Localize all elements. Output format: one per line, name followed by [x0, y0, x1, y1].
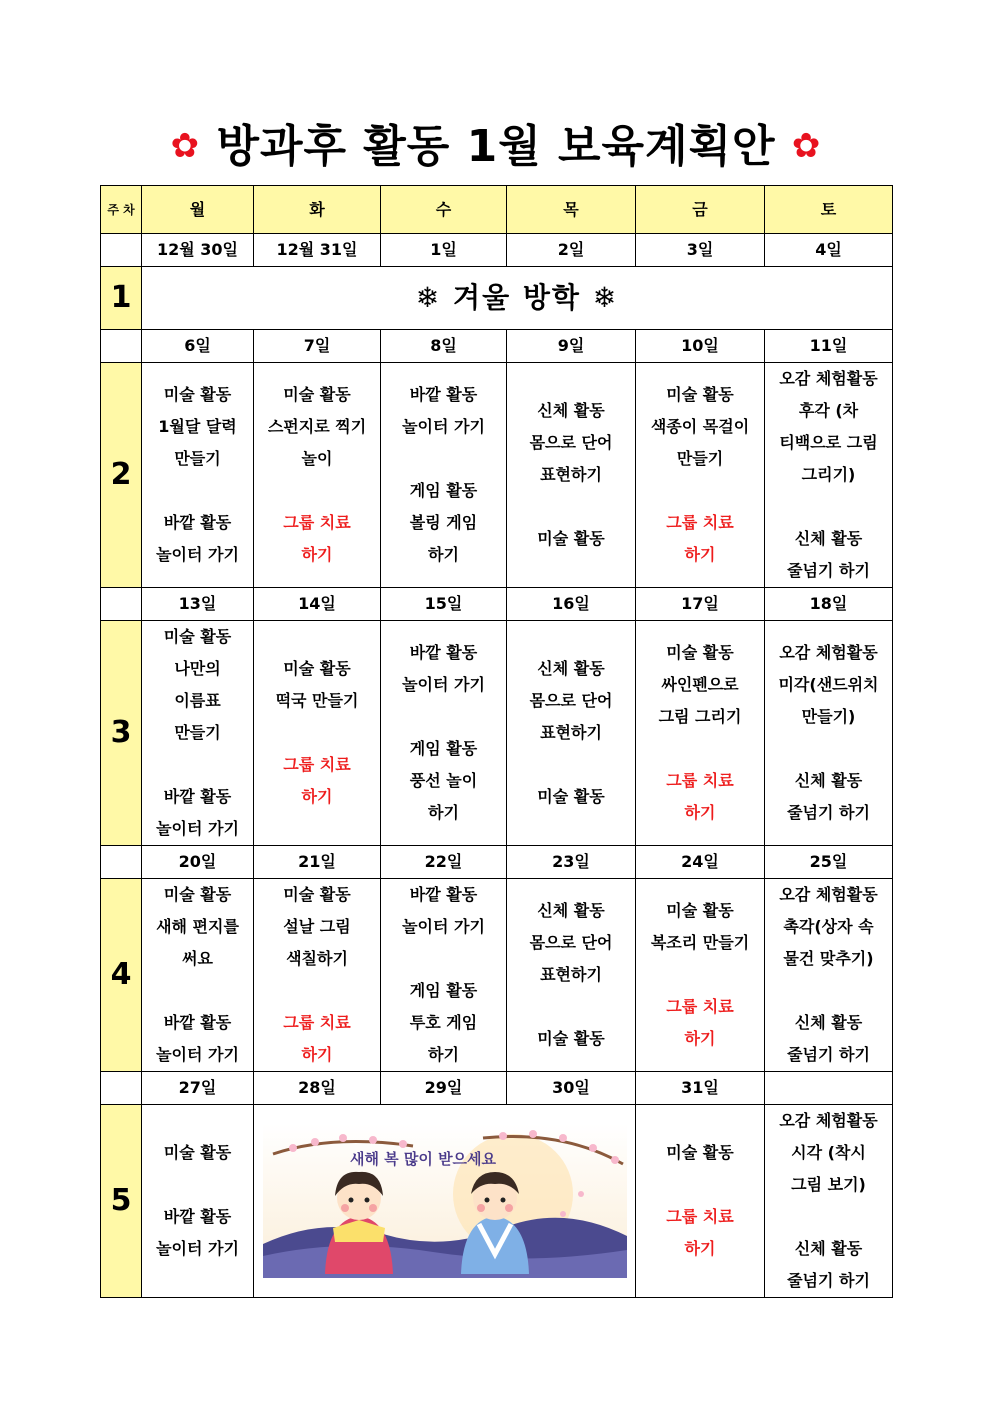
- activity-cell: [507, 363, 636, 588]
- activity-line: 만들기: [174, 723, 221, 742]
- line-spacer: [765, 1201, 892, 1233]
- activity-cell: [765, 1105, 893, 1298]
- activity-cell: [507, 621, 636, 846]
- activity-cell: [381, 879, 507, 1072]
- date-cell: 10일: [636, 330, 765, 363]
- activity-line: 만들기): [801, 707, 856, 726]
- line-spacer: [142, 975, 253, 1007]
- date-cell: 9일: [507, 330, 636, 363]
- activity-line: 몸으로 단어: [529, 433, 613, 452]
- activity-cell: [636, 363, 765, 588]
- activity-line: 미술 활동: [283, 385, 351, 404]
- week-number: 1: [101, 267, 142, 330]
- schedule-table: [100, 185, 893, 1298]
- activity-line: 볼링 게임: [409, 513, 478, 532]
- activity-line: 신체 활동: [537, 901, 605, 920]
- activity-cell: [254, 363, 381, 588]
- activity-line: 미술 활동: [537, 1029, 605, 1048]
- line-spacer: [254, 717, 380, 749]
- date-row-spacer: [101, 846, 142, 879]
- date-row: [101, 234, 893, 267]
- date-cell: 25일: [765, 846, 893, 879]
- date-row-spacer: [101, 234, 142, 267]
- line-spacer: [381, 943, 506, 975]
- flower-icon: ✿: [170, 126, 201, 166]
- activity-line: 오감 체험활동: [779, 369, 878, 388]
- activity-line: 미술 활동: [537, 529, 605, 548]
- line-spacer: [636, 1169, 764, 1201]
- activity-line: 신체 활동: [537, 401, 605, 420]
- activity-line: 게임 활동: [409, 481, 478, 500]
- activity-line: 색종이 목걸이: [650, 417, 750, 436]
- date-cell: 23일: [507, 846, 636, 879]
- date-cell: 8일: [381, 330, 507, 363]
- week-row: [101, 267, 893, 330]
- activity-line: 바깥 활동: [163, 1207, 232, 1226]
- header-row: [101, 186, 893, 234]
- activity-line: 하기: [684, 803, 716, 822]
- activity-line: 미술 활동: [163, 885, 232, 904]
- line-spacer: [507, 491, 635, 523]
- activity-line: 하기: [684, 1239, 716, 1258]
- activity-line: 바깥 활동: [409, 385, 478, 404]
- date-cell: 2일: [507, 234, 636, 267]
- activity-line: 줄넘기 하기: [787, 1045, 870, 1064]
- line-spacer: [507, 749, 635, 781]
- week-row: [101, 363, 893, 588]
- activity-line: 게임 활동: [409, 739, 478, 758]
- activity-line: 몸으로 단어: [529, 691, 613, 710]
- activity-line: 미술 활동: [163, 1143, 232, 1162]
- day-header-sat: 토: [765, 186, 893, 234]
- activity-line: 그룹 치료: [283, 755, 351, 774]
- vacation-cell: [142, 267, 893, 330]
- date-cell: 1일: [381, 234, 507, 267]
- activity-line: 미술 활동: [666, 1143, 734, 1162]
- activity-line: 색칠하기: [286, 949, 348, 968]
- activity-line: 바깥 활동: [409, 885, 478, 904]
- date-cell: 20일: [142, 846, 254, 879]
- activity-cell: [765, 363, 893, 588]
- activity-line: 게임 활동: [409, 981, 478, 1000]
- activity-line: 신체 활동: [537, 659, 605, 678]
- activity-line: 미술 활동: [537, 787, 605, 806]
- activity-line: 미술 활동: [666, 385, 734, 404]
- activity-line: 놀이: [301, 449, 333, 468]
- vacation-text: 겨울 방학: [453, 281, 581, 314]
- activity-line: 표현하기: [540, 965, 602, 984]
- date-cell: 18일: [765, 588, 893, 621]
- activity-line: 하기: [301, 787, 333, 806]
- activity-cell: [142, 621, 254, 846]
- activity-line: 바깥 활동: [163, 787, 232, 806]
- activity-line: 후각 (차: [798, 401, 859, 420]
- activity-line: 신체 활동: [794, 1239, 863, 1258]
- date-cell: 17일: [636, 588, 765, 621]
- activity-line: 싸인펜으로: [661, 675, 739, 694]
- week-number: 2: [101, 363, 142, 588]
- activity-line: 놀이터 가기: [156, 1239, 239, 1258]
- date-row: [101, 1072, 893, 1105]
- line-spacer: [636, 959, 764, 991]
- date-cell: 7일: [254, 330, 381, 363]
- activity-cell: [636, 621, 765, 846]
- activity-line: 표현하기: [540, 723, 602, 742]
- line-spacer: [636, 475, 764, 507]
- title-text: 방과후 활동 1월 보육계획안: [216, 121, 776, 172]
- date-cell: 11일: [765, 330, 893, 363]
- date-cell: 3일: [636, 234, 765, 267]
- date-row-spacer: [101, 588, 142, 621]
- activity-cell: [507, 879, 636, 1072]
- date-cell: 14일: [254, 588, 381, 621]
- activity-line: 그룹 치료: [666, 997, 734, 1016]
- date-cell: 12월 31일: [254, 234, 381, 267]
- activity-cell: [381, 621, 507, 846]
- line-spacer: [381, 443, 506, 475]
- week-row: [101, 879, 893, 1072]
- week-row: [101, 621, 893, 846]
- date-cell: 28일: [254, 1072, 381, 1105]
- snowflake-icon: ❄: [415, 281, 442, 314]
- day-header-fri: 금: [636, 186, 765, 234]
- activity-line: 하기: [684, 545, 716, 564]
- activity-line: 오감 체험활동: [779, 1111, 878, 1130]
- activity-line: 신체 활동: [794, 529, 863, 548]
- activity-line: 하기: [428, 545, 459, 564]
- new-year-illustration: [263, 1124, 627, 1278]
- activity-line: 놀이터 가기: [156, 1045, 239, 1064]
- activity-line: 신체 활동: [794, 771, 863, 790]
- activity-line: 스펀지로 찍기: [267, 417, 367, 436]
- activity-line: 놀이터 가기: [402, 917, 485, 936]
- activity-line: 미술 활동: [666, 643, 734, 662]
- activity-line: 풍선 놀이: [409, 771, 478, 790]
- activity-line: 하기: [428, 803, 459, 822]
- page-title: [0, 118, 992, 175]
- activity-line: 놀이터 가기: [156, 545, 239, 564]
- date-cell: [765, 1072, 893, 1105]
- activity-line: 그룹 치료: [283, 513, 351, 532]
- date-row-spacer: [101, 330, 142, 363]
- activity-line: 미각(샌드위치: [778, 675, 879, 694]
- line-spacer: [507, 991, 635, 1023]
- activity-line: 떡국 만들기: [275, 691, 359, 710]
- date-cell: 27일: [142, 1072, 254, 1105]
- date-cell: 13일: [142, 588, 254, 621]
- day-header-thu: 목: [507, 186, 636, 234]
- line-spacer: [765, 491, 892, 523]
- date-cell: 24일: [636, 846, 765, 879]
- activity-line: 미술 활동: [283, 659, 351, 678]
- line-spacer: [142, 749, 253, 781]
- activity-line: 놀이터 가기: [156, 819, 239, 838]
- week-row: [101, 1105, 893, 1298]
- activity-line: 오감 체험활동: [779, 643, 878, 662]
- date-cell: 4일: [765, 234, 893, 267]
- line-spacer: [254, 475, 380, 507]
- activity-line: 그룹 치료: [283, 1013, 351, 1032]
- line-spacer: [254, 975, 380, 1007]
- new-year-illustration-cell: [254, 1105, 636, 1298]
- activity-line: 만들기: [676, 449, 724, 468]
- line-spacer: [765, 975, 892, 1007]
- date-row: [101, 588, 893, 621]
- day-header-wed: 수: [381, 186, 507, 234]
- line-spacer: [142, 1169, 253, 1201]
- activity-line: 써요: [182, 949, 213, 968]
- line-spacer: [381, 701, 506, 733]
- activity-line: 놀이터 가기: [402, 417, 485, 436]
- line-spacer: [636, 733, 764, 765]
- activity-line: 그룹 치료: [666, 513, 734, 532]
- greeting-text: 새해 복 많이 받으세요: [349, 1150, 496, 1168]
- activity-line: 미술 활동: [666, 901, 734, 920]
- activity-line: 바깥 활동: [409, 643, 478, 662]
- activity-line: 오감 체험활동: [779, 885, 878, 904]
- activity-line: 시각 (착시: [791, 1143, 866, 1162]
- activity-line: 하기: [301, 545, 333, 564]
- date-cell: 22일: [381, 846, 507, 879]
- day-header-tue: 화: [254, 186, 381, 234]
- activity-line: 표현하기: [540, 465, 602, 484]
- date-cell: 21일: [254, 846, 381, 879]
- activity-line: 설날 그림: [283, 917, 351, 936]
- date-cell: 31일: [636, 1072, 765, 1105]
- date-row-spacer: [101, 1072, 142, 1105]
- activity-line: 미술 활동: [163, 627, 232, 646]
- activity-line: 미술 활동: [163, 385, 232, 404]
- activity-line: 티백으로 그림: [779, 433, 878, 452]
- activity-line: 하기: [301, 1045, 333, 1064]
- date-row: [101, 846, 893, 879]
- activity-line: 1월달 달력: [158, 417, 237, 436]
- activity-cell: [765, 879, 893, 1072]
- week-number: 4: [101, 879, 142, 1072]
- activity-line: 그룹 치료: [666, 771, 734, 790]
- date-cell: 30일: [507, 1072, 636, 1105]
- activity-line: 바깥 활동: [163, 1013, 232, 1032]
- date-cell: 16일: [507, 588, 636, 621]
- activity-line: 그리기): [801, 465, 856, 484]
- activity-line: 복조리 만들기: [650, 933, 750, 952]
- activity-line: 놀이터 가기: [402, 675, 485, 694]
- day-header-mon: 월: [142, 186, 254, 234]
- line-spacer: [142, 475, 253, 507]
- activity-cell: [636, 879, 765, 1072]
- activity-cell: [381, 363, 507, 588]
- date-cell: 29일: [381, 1072, 507, 1105]
- activity-cell: [142, 363, 254, 588]
- new-year-illustration-svg: [263, 1124, 627, 1278]
- activity-line: 몸으로 단어: [529, 933, 613, 952]
- week-number: 3: [101, 621, 142, 846]
- activity-line: 그림 그리기: [658, 707, 742, 726]
- activity-line: 하기: [684, 1029, 716, 1048]
- activity-cell: [254, 621, 381, 846]
- activity-line: 나만의: [174, 659, 221, 678]
- flower-icon: ✿: [791, 126, 822, 166]
- activity-cell: [142, 879, 254, 1072]
- activity-cell: [254, 879, 381, 1072]
- activity-line: 줄넘기 하기: [787, 1271, 870, 1290]
- activity-line: 줄넘기 하기: [787, 803, 870, 822]
- activity-line: 이름표: [174, 691, 221, 710]
- week-number: 5: [101, 1105, 142, 1298]
- activity-line: 하기: [428, 1045, 459, 1064]
- activity-line: 줄넘기 하기: [787, 561, 870, 580]
- date-row: [101, 330, 893, 363]
- activity-line: 미술 활동: [283, 885, 351, 904]
- line-spacer: [765, 733, 892, 765]
- activity-line: 새해 편지를: [156, 917, 239, 936]
- activity-cell: [636, 1105, 765, 1298]
- date-cell: 15일: [381, 588, 507, 621]
- activity-line: 바깥 활동: [163, 513, 232, 532]
- activity-line: 그룹 치료: [666, 1207, 734, 1226]
- activity-line: 투호 게임: [409, 1013, 478, 1032]
- snowflake-icon: ❄: [592, 281, 619, 314]
- activity-line: 그림 보기): [791, 1175, 866, 1194]
- activity-line: 물건 맞추기): [783, 949, 874, 968]
- activity-line: 촉각(상자 속: [783, 917, 874, 936]
- activity-cell: [765, 621, 893, 846]
- date-cell: 12월 30일: [142, 234, 254, 267]
- week-column-header: 주 차: [101, 186, 142, 234]
- activity-cell: [142, 1105, 254, 1298]
- date-cell: 6일: [142, 330, 254, 363]
- activity-line: 만들기: [174, 449, 221, 468]
- activity-line: 신체 활동: [794, 1013, 863, 1032]
